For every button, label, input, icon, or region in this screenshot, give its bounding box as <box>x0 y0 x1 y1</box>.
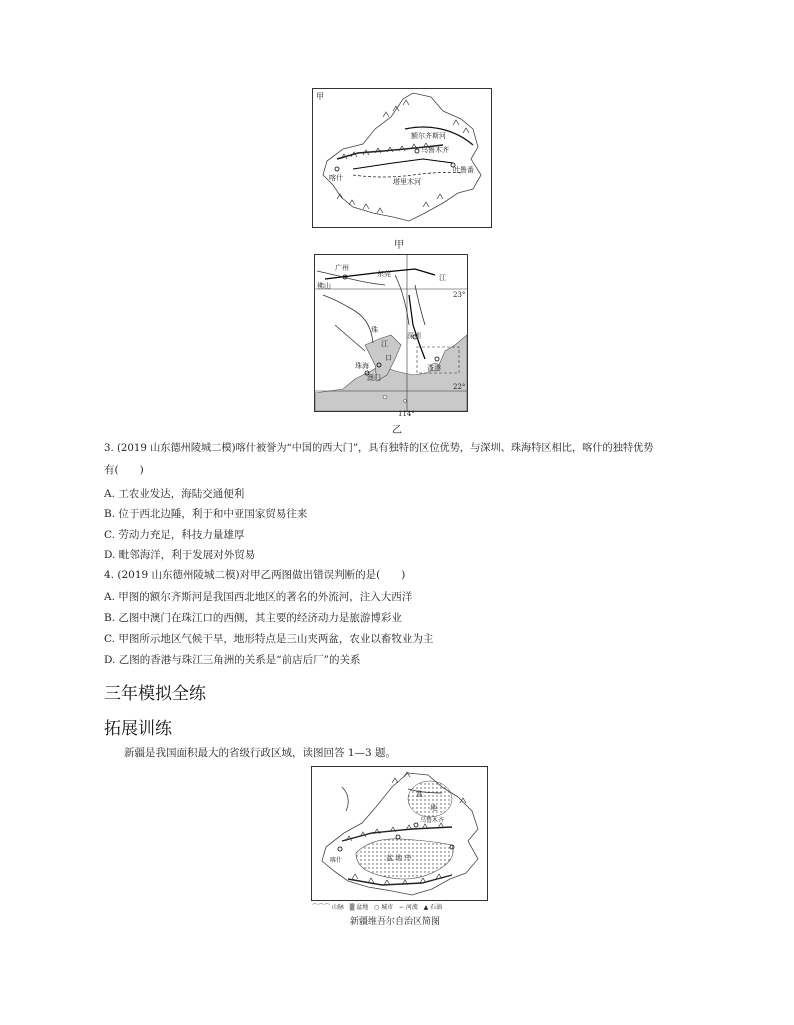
map-yi-caption: 乙 <box>392 425 402 436</box>
question-4-option-c: C. 甲图所示地区气候干旱，地形特点是三山夹两盆，农业以畜牧业为主 <box>104 633 434 645</box>
question-4-option-b: B. 乙图中澳门在珠江口的西侧，其主要的经济动力是旅游博彩业 <box>104 612 402 624</box>
legend-city-icon: ○ <box>373 904 380 911</box>
question-3-option-b: B. 位于西北边陲，利于和中亚国家贸易往来 <box>104 508 308 520</box>
question-3-option-d: D. 毗邻海洋，利于发展对外贸易 <box>104 549 256 561</box>
question-4-stem: 4. (2019 山东德州陵城二模)对甲乙两图做出错误判断的是( ) <box>104 569 406 581</box>
question-4-option-a: A. 甲图的额尔齐斯河是我国西北地区的著名的外流河，注入大西洋 <box>104 591 413 603</box>
map-label-lat22: 22° <box>453 383 466 391</box>
map-label-tarim: 塔里木河 <box>393 178 421 186</box>
map-jia-caption: 甲 <box>394 240 404 251</box>
map-label-macau: 澳门 <box>367 374 381 382</box>
map-label-zhuhai: 珠海 <box>355 362 369 370</box>
map-jia-drawing <box>313 89 491 227</box>
map-label-hongkong: 香港 <box>427 364 441 372</box>
legend-river-label: 河流 <box>405 904 418 911</box>
map-label-guangzhou: 广州 <box>335 264 349 272</box>
section-heading-extension: 拓展训练 <box>104 719 172 739</box>
question-3-stem: 3. (2019 山东德州陵城二模)喀什被誉为“中国的西大门”，具有独特的区位优势，与深圳、珠海特区相比，喀什的独特优势 <box>104 443 654 454</box>
map-label-lat23: 23° <box>453 291 466 299</box>
map-jia-corner-label: 甲 <box>316 92 324 101</box>
legend-oil-label: 石油 <box>430 904 443 911</box>
map-label-basin-south: 盆 地 中 <box>386 854 412 862</box>
map-label-urumqi-small: 乌鲁木齐 <box>420 817 445 824</box>
question-3-stem-cont: 有( ) <box>104 464 144 476</box>
map-label-turpan: 吐鲁番 <box>453 166 474 174</box>
map-xinjiang <box>311 766 488 901</box>
question-3-option-a: A. 工农业发达，海陆交通便利 <box>104 488 245 500</box>
map-label-kashgar: 喀什 <box>329 174 343 182</box>
question-3-option-c: C. 劳动力充足，科技力量雄厚 <box>104 529 245 541</box>
map-label-basin-north: 盆 <box>416 790 423 798</box>
section-heading-practice: 三年模拟全练 <box>104 684 206 704</box>
legend-basin-label: 盆地 <box>356 904 369 911</box>
map-label-kashgar-small: 喀什 <box>330 857 343 864</box>
legend-city-label: 城市 <box>381 904 394 911</box>
map-label-zhu: 珠 <box>371 326 378 334</box>
map-label-lon114: 114° <box>398 410 415 418</box>
map-label-basin-north-2: 地 <box>430 804 437 812</box>
map-xinjiang-legend <box>312 902 442 911</box>
legend-oil-icon: ▲ <box>423 904 429 911</box>
map-label-dongguan: 东莞 <box>377 270 391 278</box>
legend-river-icon: ∽ <box>398 904 404 911</box>
intro-text: 新疆是我国面积最大的省级行政区域，读图回答 1—3 题。 <box>124 747 397 759</box>
map-jia <box>312 88 492 228</box>
map-label-shenzhen: 深圳 <box>407 332 421 340</box>
map-yi <box>314 254 468 412</box>
legend-mountain-icon: ⌒⌒⌒ <box>312 904 331 911</box>
map-label-foshan: 佛山 <box>317 282 331 290</box>
map-xinjiang-caption: 新疆维吾尔自治区简图 <box>350 917 441 927</box>
question-4-option-d: D. 乙图的香港与珠江三角洲的关系是“前店后厂”的关系 <box>104 654 361 666</box>
map-label-irtysh: 额尔齐斯河 <box>411 132 446 140</box>
legend-basin-icon: ▒ <box>349 904 355 911</box>
map-label-jiang: 江 <box>381 340 388 348</box>
map-label-urumqi: 乌鲁木齐 <box>421 146 449 154</box>
map-label-jiang-north: 江 <box>439 274 446 282</box>
map-xinjiang-drawing <box>312 767 487 900</box>
legend-mountain-label: 山脉 <box>331 904 344 911</box>
map-label-kou: 口 <box>385 354 392 362</box>
